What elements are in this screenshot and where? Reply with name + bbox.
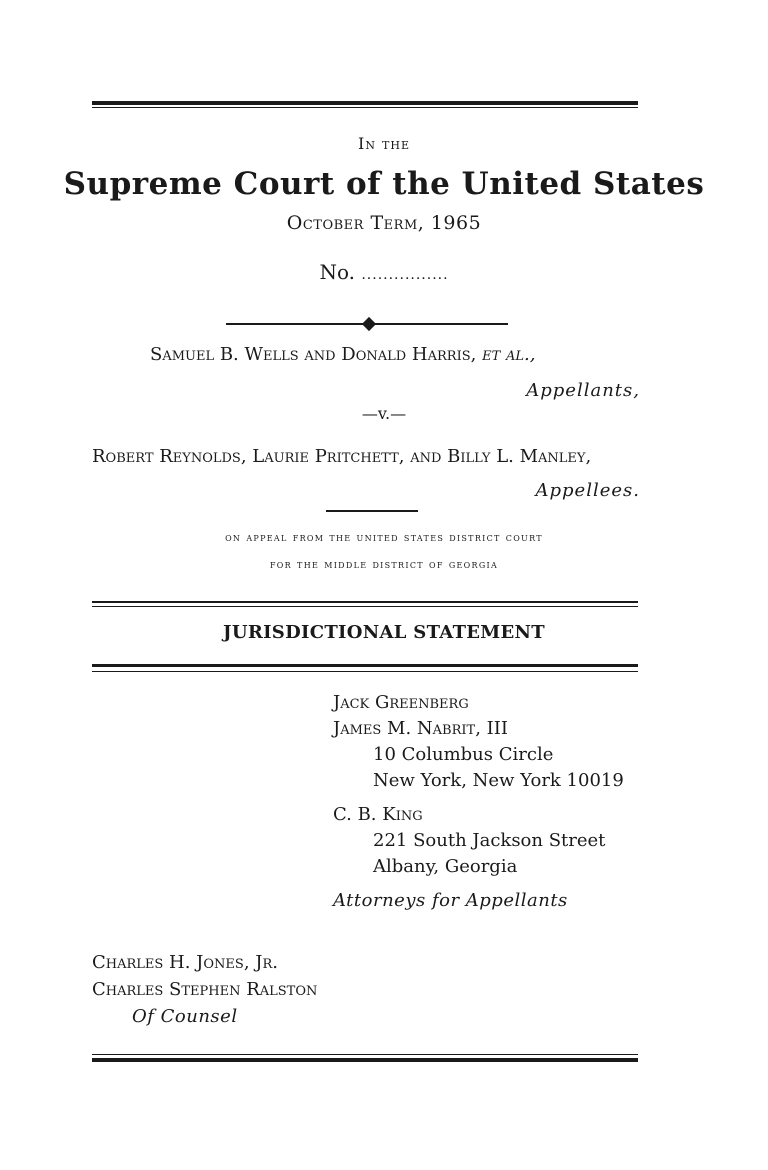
of-counsel-block (92, 949, 317, 1030)
appellants-names (150, 344, 535, 365)
appeal-origin-line-1: on appeal from the united states district court (225, 530, 543, 544)
in-the-heading: In the (358, 134, 410, 153)
attorneys-role: Attorneys for Appellants (333, 890, 568, 911)
docket-blank: ................ (361, 267, 449, 283)
title-rule-bottom-2 (92, 671, 638, 672)
of-counsel-role: Of Counsel (132, 1006, 238, 1027)
counsel-name: Charles H. Jones, Jr. (92, 952, 278, 973)
appellants-role: Appellants, (526, 380, 640, 401)
bottom-rule-thick (92, 1058, 638, 1062)
attorney-name: Jack Greenberg (333, 692, 469, 713)
court-name-title: Supreme Court of the United States (63, 166, 705, 202)
attorney-name: James M. Nabrit, III (333, 718, 508, 739)
term-label: October Term, 1965 (286, 212, 482, 234)
diamond-ornament-icon (362, 317, 376, 331)
title-rule-top-1 (92, 601, 638, 603)
top-rule-thick (92, 101, 638, 105)
appellants-et-al: et al., (482, 344, 536, 365)
attorney-name: C. B. King (333, 804, 423, 825)
document-title: JURISDICTIONAL STATEMENT (223, 622, 545, 643)
appellees-role: Appellees. (535, 480, 640, 501)
bottom-rule-thin (92, 1054, 638, 1055)
attorney-address-line: New York, New York 10019 (373, 770, 624, 791)
docket-label: No. (319, 260, 355, 284)
appeal-origin-line-2: for the middle district of georgia (269, 557, 499, 571)
docket-number (0, 260, 768, 284)
title-rule-top-2 (92, 606, 638, 607)
counsel-name: Charles Stephen Ralston (92, 979, 318, 1000)
attorneys-block (333, 690, 624, 914)
appellants-list: Samuel B. Wells and Donald Harris, (150, 344, 477, 365)
appellees-names: Robert Reynolds, Laurie Pritchett, and Billy L. Manley, (92, 446, 592, 467)
title-rule-bottom-1 (92, 664, 638, 667)
short-rule (326, 510, 418, 512)
attorney-address-line: Albany, Georgia (373, 856, 518, 877)
attorney-address-line: 221 South Jackson Street (373, 830, 606, 851)
top-rule-thin (92, 107, 638, 108)
attorney-address-line: 10 Columbus Circle (373, 744, 554, 765)
versus-separator: —v.— (361, 404, 407, 423)
